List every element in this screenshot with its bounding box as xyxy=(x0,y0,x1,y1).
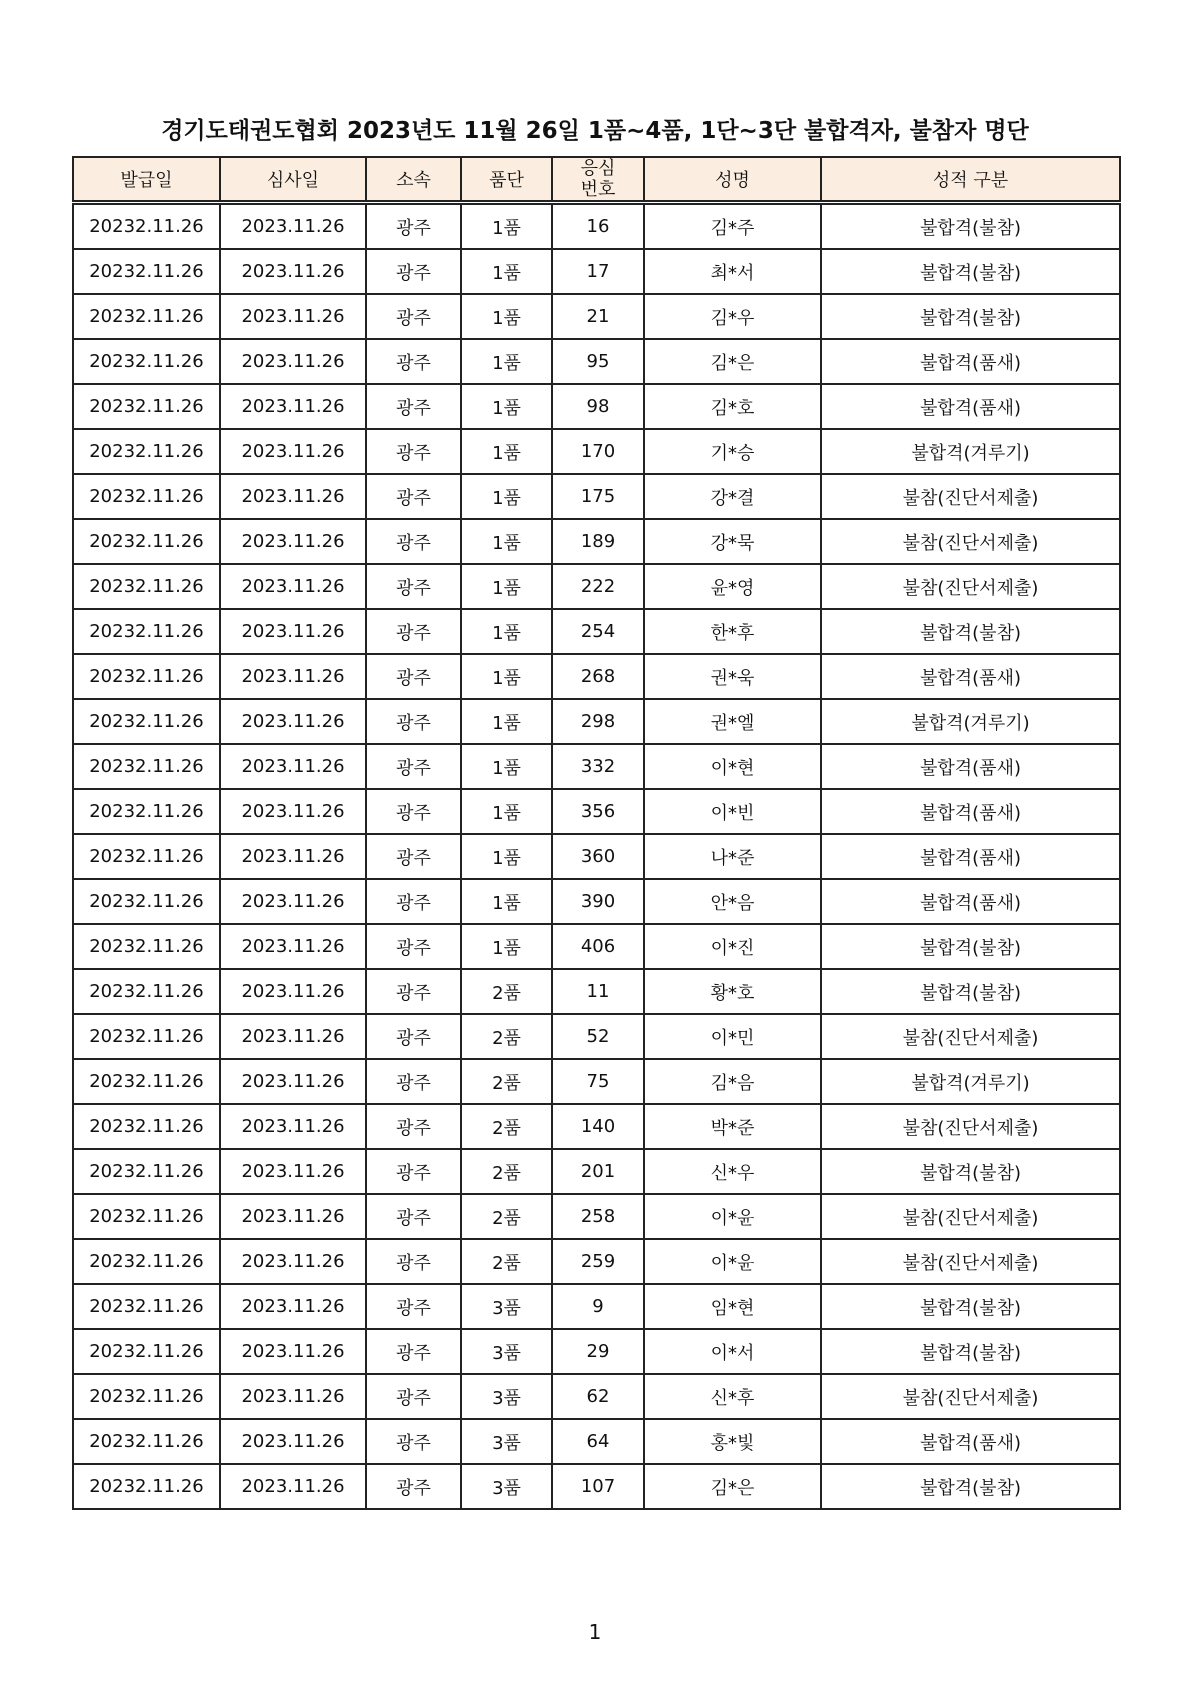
affiliation-cell: 광주 xyxy=(366,789,461,834)
name-cell: 윤*영 xyxy=(644,564,821,609)
issue-date-cell: 20232.11.26 xyxy=(73,474,220,519)
result-cell: 불참(진단서제출) xyxy=(821,1104,1120,1149)
exam-number-cell: 201 xyxy=(552,1149,644,1194)
exam-number-cell: 11 xyxy=(552,969,644,1014)
table-row xyxy=(73,519,1120,564)
name-cell: 한*후 xyxy=(644,609,821,654)
affiliation-cell: 광주 xyxy=(366,654,461,699)
exam-date-cell: 2023.11.26 xyxy=(220,339,366,384)
result-cell: 불참(진단서제출) xyxy=(821,564,1120,609)
result-cell: 불합격(불참) xyxy=(821,249,1120,294)
exam-number-cell: 268 xyxy=(552,654,644,699)
exam-number-cell: 98 xyxy=(552,384,644,429)
issue-date-cell: 20232.11.26 xyxy=(73,339,220,384)
exam-date-cell: 2023.11.26 xyxy=(220,654,366,699)
affiliation-cell: 광주 xyxy=(366,1464,461,1509)
table-row xyxy=(73,1239,1120,1284)
rank-cell: 1품 xyxy=(461,519,552,564)
header-affiliation: 소속 xyxy=(366,157,461,203)
exam-number-cell: 16 xyxy=(552,203,644,250)
affiliation-cell: 광주 xyxy=(366,1059,461,1104)
table-row xyxy=(73,249,1120,294)
exam-date-cell: 2023.11.26 xyxy=(220,834,366,879)
affiliation-cell: 광주 xyxy=(366,1329,461,1374)
table-row xyxy=(73,1104,1120,1149)
result-cell: 불합격(겨루기) xyxy=(821,699,1120,744)
table-row xyxy=(73,564,1120,609)
issue-date-cell: 20232.11.26 xyxy=(73,429,220,474)
table-body xyxy=(73,203,1120,1510)
exam-date-cell: 2023.11.26 xyxy=(220,294,366,339)
issue-date-cell: 20232.11.26 xyxy=(73,1059,220,1104)
result-cell: 불합격(품새) xyxy=(821,744,1120,789)
result-cell: 불합격(불참) xyxy=(821,1149,1120,1194)
rank-cell: 3품 xyxy=(461,1284,552,1329)
affiliation-cell: 광주 xyxy=(366,1239,461,1284)
result-cell: 불합격(품새) xyxy=(821,834,1120,879)
name-cell: 김*주 xyxy=(644,203,821,250)
exam-date-cell: 2023.11.26 xyxy=(220,429,366,474)
rank-cell: 1품 xyxy=(461,384,552,429)
issue-date-cell: 20232.11.26 xyxy=(73,924,220,969)
exam-date-cell: 2023.11.26 xyxy=(220,969,366,1014)
issue-date-cell: 20232.11.26 xyxy=(73,1464,220,1509)
exam-number-cell: 29 xyxy=(552,1329,644,1374)
exam-number-cell: 406 xyxy=(552,924,644,969)
exam-number-cell: 17 xyxy=(552,249,644,294)
affiliation-cell: 광주 xyxy=(366,294,461,339)
name-cell: 박*준 xyxy=(644,1104,821,1149)
exam-number-cell: 62 xyxy=(552,1374,644,1419)
exam-number-cell: 140 xyxy=(552,1104,644,1149)
exam-number-cell: 107 xyxy=(552,1464,644,1509)
exam-date-cell: 2023.11.26 xyxy=(220,1419,366,1464)
rank-cell: 1품 xyxy=(461,429,552,474)
exam-number-cell: 332 xyxy=(552,744,644,789)
name-cell: 최*서 xyxy=(644,249,821,294)
exam-number-cell: 175 xyxy=(552,474,644,519)
rank-cell: 2품 xyxy=(461,969,552,1014)
exam-number-cell: 390 xyxy=(552,879,644,924)
issue-date-cell: 20232.11.26 xyxy=(73,699,220,744)
exam-number-cell: 95 xyxy=(552,339,644,384)
issue-date-cell: 20232.11.26 xyxy=(73,609,220,654)
result-cell: 불합격(불참) xyxy=(821,1329,1120,1374)
name-cell: 권*욱 xyxy=(644,654,821,699)
exam-date-cell: 2023.11.26 xyxy=(220,1329,366,1374)
exam-date-cell: 2023.11.26 xyxy=(220,249,366,294)
rank-cell: 1품 xyxy=(461,609,552,654)
rank-cell: 3품 xyxy=(461,1464,552,1509)
exam-date-cell: 2023.11.26 xyxy=(220,519,366,564)
name-cell: 이*진 xyxy=(644,924,821,969)
result-cell: 불합격(불참) xyxy=(821,1464,1120,1509)
rank-cell: 1품 xyxy=(461,879,552,924)
table-row xyxy=(73,429,1120,474)
name-cell: 권*엘 xyxy=(644,699,821,744)
name-cell: 이*민 xyxy=(644,1014,821,1059)
issue-date-cell: 20232.11.26 xyxy=(73,1329,220,1374)
header-rank: 품단 xyxy=(461,157,552,203)
issue-date-cell: 20232.11.26 xyxy=(73,1284,220,1329)
name-cell: 황*호 xyxy=(644,969,821,1014)
rank-cell: 1품 xyxy=(461,789,552,834)
exam-date-cell: 2023.11.26 xyxy=(220,924,366,969)
exam-date-cell: 2023.11.26 xyxy=(220,1104,366,1149)
rank-cell: 2품 xyxy=(461,1149,552,1194)
exam-date-cell: 2023.11.26 xyxy=(220,203,366,250)
table-row xyxy=(73,1059,1120,1104)
name-cell: 이*현 xyxy=(644,744,821,789)
result-cell: 불참(진단서제출) xyxy=(821,1374,1120,1419)
exam-date-cell: 2023.11.26 xyxy=(220,384,366,429)
result-cell: 불합격(불참) xyxy=(821,203,1120,250)
exam-number-cell: 64 xyxy=(552,1419,644,1464)
rank-cell: 2품 xyxy=(461,1239,552,1284)
result-cell: 불합격(겨루기) xyxy=(821,1059,1120,1104)
table-row xyxy=(73,924,1120,969)
exam-number-cell: 21 xyxy=(552,294,644,339)
name-cell: 신*우 xyxy=(644,1149,821,1194)
table-row xyxy=(73,1149,1120,1194)
affiliation-cell: 광주 xyxy=(366,474,461,519)
result-cell: 불합격(품새) xyxy=(821,339,1120,384)
header-exam-date: 심사일 xyxy=(220,157,366,203)
rank-cell: 1품 xyxy=(461,564,552,609)
result-cell: 불합격(불참) xyxy=(821,969,1120,1014)
exam-number-cell: 189 xyxy=(552,519,644,564)
exam-date-cell: 2023.11.26 xyxy=(220,609,366,654)
rank-cell: 1품 xyxy=(461,474,552,519)
result-cell: 불합격(품새) xyxy=(821,789,1120,834)
issue-date-cell: 20232.11.26 xyxy=(73,564,220,609)
header-result: 성적 구분 xyxy=(821,157,1120,203)
issue-date-cell: 20232.11.26 xyxy=(73,1194,220,1239)
exam-number-cell: 222 xyxy=(552,564,644,609)
affiliation-cell: 광주 xyxy=(366,249,461,294)
issue-date-cell: 20232.11.26 xyxy=(73,1419,220,1464)
name-cell: 김*음 xyxy=(644,1059,821,1104)
affiliation-cell: 광주 xyxy=(366,609,461,654)
rank-cell: 1품 xyxy=(461,834,552,879)
name-cell: 이*윤 xyxy=(644,1194,821,1239)
exam-date-cell: 2023.11.26 xyxy=(220,1194,366,1239)
affiliation-cell: 광주 xyxy=(366,564,461,609)
name-cell: 홍*빛 xyxy=(644,1419,821,1464)
result-cell: 불참(진단서제출) xyxy=(821,1014,1120,1059)
table-row xyxy=(73,654,1120,699)
exam-number-cell: 52 xyxy=(552,1014,644,1059)
table-row xyxy=(73,474,1120,519)
affiliation-cell: 광주 xyxy=(366,1419,461,1464)
affiliation-cell: 광주 xyxy=(366,339,461,384)
exam-date-cell: 2023.11.26 xyxy=(220,744,366,789)
rank-cell: 1품 xyxy=(461,294,552,339)
result-cell: 불합격(품새) xyxy=(821,384,1120,429)
exam-date-cell: 2023.11.26 xyxy=(220,1239,366,1284)
rank-cell: 1품 xyxy=(461,249,552,294)
issue-date-cell: 20232.11.26 xyxy=(73,654,220,699)
issue-date-cell: 20232.11.26 xyxy=(73,384,220,429)
affiliation-cell: 광주 xyxy=(366,1149,461,1194)
name-cell: 강*결 xyxy=(644,474,821,519)
name-cell: 이*윤 xyxy=(644,1239,821,1284)
exam-date-cell: 2023.11.26 xyxy=(220,1149,366,1194)
exam-date-cell: 2023.11.26 xyxy=(220,1374,366,1419)
result-cell: 불합격(불참) xyxy=(821,294,1120,339)
result-cell: 불합격(품새) xyxy=(821,879,1120,924)
table-row xyxy=(73,744,1120,789)
name-cell: 임*현 xyxy=(644,1284,821,1329)
result-cell: 불합격(품새) xyxy=(821,1419,1120,1464)
result-cell: 불참(진단서제출) xyxy=(821,1239,1120,1284)
name-cell: 나*준 xyxy=(644,834,821,879)
exam-date-cell: 2023.11.26 xyxy=(220,474,366,519)
exam-date-cell: 2023.11.26 xyxy=(220,1059,366,1104)
table-row xyxy=(73,834,1120,879)
name-cell: 신*후 xyxy=(644,1374,821,1419)
issue-date-cell: 20232.11.26 xyxy=(73,969,220,1014)
name-cell: 이*빈 xyxy=(644,789,821,834)
result-cell: 불합격(불참) xyxy=(821,924,1120,969)
table-row xyxy=(73,789,1120,834)
affiliation-cell: 광주 xyxy=(366,1104,461,1149)
table-row xyxy=(73,203,1120,250)
result-cell: 불참(진단서제출) xyxy=(821,1194,1120,1239)
issue-date-cell: 20232.11.26 xyxy=(73,519,220,564)
exam-number-cell: 170 xyxy=(552,429,644,474)
issue-date-cell: 20232.11.26 xyxy=(73,1104,220,1149)
affiliation-cell: 광주 xyxy=(366,969,461,1014)
table-row xyxy=(73,1329,1120,1374)
table-row xyxy=(73,699,1120,744)
exam-number-cell: 75 xyxy=(552,1059,644,1104)
name-cell: 강*묵 xyxy=(644,519,821,564)
rank-cell: 2품 xyxy=(461,1104,552,1149)
affiliation-cell: 광주 xyxy=(366,1284,461,1329)
affiliation-cell: 광주 xyxy=(366,1014,461,1059)
rank-cell: 2품 xyxy=(461,1194,552,1239)
name-cell: 김*은 xyxy=(644,339,821,384)
issue-date-cell: 20232.11.26 xyxy=(73,834,220,879)
exam-date-cell: 2023.11.26 xyxy=(220,699,366,744)
result-cell: 불합격(불참) xyxy=(821,1284,1120,1329)
name-cell: 기*승 xyxy=(644,429,821,474)
page-number: 1 xyxy=(588,1620,602,1644)
table-header-row xyxy=(73,157,1120,203)
rank-cell: 2품 xyxy=(461,1014,552,1059)
table-row xyxy=(73,1374,1120,1419)
header-name: 성명 xyxy=(644,157,821,203)
issue-date-cell: 20232.11.26 xyxy=(73,789,220,834)
exam-date-cell: 2023.11.26 xyxy=(220,789,366,834)
issue-date-cell: 20232.11.26 xyxy=(73,1239,220,1284)
rank-cell: 3품 xyxy=(461,1329,552,1374)
issue-date-cell: 20232.11.26 xyxy=(73,203,220,250)
issue-date-cell: 20232.11.26 xyxy=(73,249,220,294)
exam-date-cell: 2023.11.26 xyxy=(220,1464,366,1509)
rank-cell: 1품 xyxy=(461,699,552,744)
result-cell: 불참(진단서제출) xyxy=(821,519,1120,564)
rank-cell: 3품 xyxy=(461,1419,552,1464)
rank-cell: 3품 xyxy=(461,1374,552,1419)
rank-cell: 1품 xyxy=(461,203,552,250)
result-cell: 불합격(겨루기) xyxy=(821,429,1120,474)
exam-number-cell: 298 xyxy=(552,699,644,744)
header-exam-number xyxy=(552,157,644,203)
table-row xyxy=(73,384,1120,429)
affiliation-cell: 광주 xyxy=(366,879,461,924)
table-row xyxy=(73,1014,1120,1059)
name-cell: 김*은 xyxy=(644,1464,821,1509)
issue-date-cell: 20232.11.26 xyxy=(73,1014,220,1059)
table-row xyxy=(73,1284,1120,1329)
name-cell: 이*서 xyxy=(644,1329,821,1374)
affiliation-cell: 광주 xyxy=(366,699,461,744)
issue-date-cell: 20232.11.26 xyxy=(73,744,220,789)
failed-absent-list-table xyxy=(72,156,1121,1510)
exam-date-cell: 2023.11.26 xyxy=(220,1284,366,1329)
table-row xyxy=(73,1194,1120,1239)
table-row xyxy=(73,1419,1120,1464)
affiliation-cell: 광주 xyxy=(366,834,461,879)
issue-date-cell: 20232.11.26 xyxy=(73,1149,220,1194)
name-cell: 안*음 xyxy=(644,879,821,924)
header-issue-date: 발급일 xyxy=(73,157,220,203)
affiliation-cell: 광주 xyxy=(366,1194,461,1239)
affiliation-cell: 광주 xyxy=(366,429,461,474)
rank-cell: 1품 xyxy=(461,924,552,969)
result-cell: 불합격(품새) xyxy=(821,654,1120,699)
header-exam-number-label: 응심 번호 xyxy=(580,158,616,200)
table-row xyxy=(73,1464,1120,1509)
affiliation-cell: 광주 xyxy=(366,519,461,564)
exam-date-cell: 2023.11.26 xyxy=(220,1014,366,1059)
exam-number-cell: 258 xyxy=(552,1194,644,1239)
exam-number-cell: 360 xyxy=(552,834,644,879)
table-row xyxy=(73,879,1120,924)
result-cell: 불합격(불참) xyxy=(821,609,1120,654)
rank-cell: 1품 xyxy=(461,654,552,699)
page-title: 경기도태권도협회 2023년도 11월 26일 1품~4품, 1단~3단 불합격자, 불참자 명단 xyxy=(161,118,1029,144)
exam-number-cell: 9 xyxy=(552,1284,644,1329)
issue-date-cell: 20232.11.26 xyxy=(73,879,220,924)
exam-number-cell: 259 xyxy=(552,1239,644,1284)
result-cell: 불참(진단서제출) xyxy=(821,474,1120,519)
rank-cell: 1품 xyxy=(461,744,552,789)
affiliation-cell: 광주 xyxy=(366,384,461,429)
table-row xyxy=(73,609,1120,654)
affiliation-cell: 광주 xyxy=(366,1374,461,1419)
name-cell: 김*우 xyxy=(644,294,821,339)
rank-cell: 2품 xyxy=(461,1059,552,1104)
table-row xyxy=(73,969,1120,1014)
table-row xyxy=(73,339,1120,384)
affiliation-cell: 광주 xyxy=(366,744,461,789)
exam-date-cell: 2023.11.26 xyxy=(220,879,366,924)
table-row xyxy=(73,294,1120,339)
exam-number-cell: 254 xyxy=(552,609,644,654)
affiliation-cell: 광주 xyxy=(366,924,461,969)
issue-date-cell: 20232.11.26 xyxy=(73,1374,220,1419)
exam-date-cell: 2023.11.26 xyxy=(220,564,366,609)
exam-number-cell: 356 xyxy=(552,789,644,834)
rank-cell: 1품 xyxy=(461,339,552,384)
name-cell: 김*호 xyxy=(644,384,821,429)
affiliation-cell: 광주 xyxy=(366,203,461,250)
issue-date-cell: 20232.11.26 xyxy=(73,294,220,339)
